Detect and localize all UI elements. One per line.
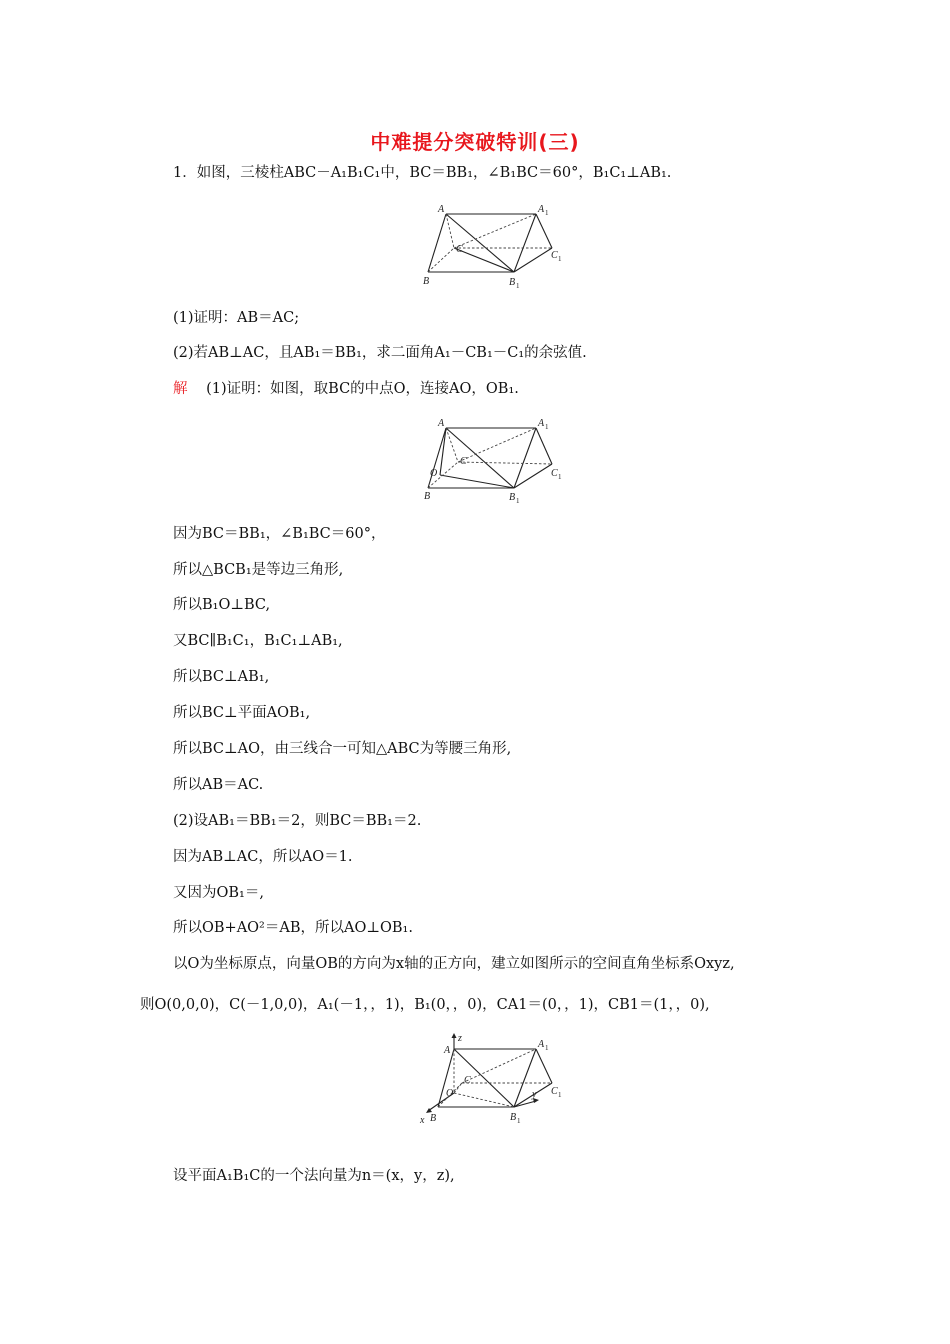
label-sub: 1: [516, 282, 520, 290]
label-B1: B: [509, 277, 516, 288]
label-y: y: [532, 1089, 537, 1100]
label-O: O: [430, 468, 438, 479]
solution-label: 解: [173, 381, 188, 397]
label-C: C: [460, 456, 467, 467]
label-sub: 1: [558, 255, 562, 263]
label-C: C: [464, 1075, 471, 1086]
label-A: A: [438, 418, 445, 429]
proof-line: 又因为OB₁＝,: [173, 885, 264, 901]
figure-prism-2: [418, 414, 568, 510]
label-B1: B: [510, 1112, 517, 1123]
figure-prism-3: [414, 1031, 574, 1131]
label-sub: 1: [545, 1044, 549, 1052]
label-x: x: [420, 1115, 425, 1126]
proof-line: 因为BC＝BB₁，∠B₁BC＝60°，: [173, 526, 386, 542]
label-C1: C: [551, 1086, 558, 1097]
proof-line: 所以BC⊥平面AOB₁,: [173, 705, 311, 721]
proof-line: 所以△BCB₁是等边三角形,: [173, 562, 344, 578]
label-B: B: [430, 1113, 437, 1124]
proof-line: 所以AB＝AC.: [173, 777, 264, 793]
label-C1: C: [551, 468, 558, 479]
label-z: z: [458, 1033, 462, 1044]
solution-part-1-intro: (1)证明：如图，取BC的中点O，连接AO，OB₁.: [206, 381, 519, 397]
label-O: O: [446, 1088, 454, 1099]
label-sub: 1: [558, 1091, 562, 1099]
figure-prism-1: [418, 198, 568, 294]
label-A: A: [438, 204, 445, 215]
label-A1: A: [538, 418, 545, 429]
normal-vector-line: 设平面A₁B₁C的一个法向量为n＝(x，y，z),: [173, 1168, 455, 1184]
proof-line: 所以BC⊥AB₁,: [173, 669, 270, 685]
proof-line: (2)设AB₁＝BB₁＝2，则BC＝BB₁＝2.: [173, 813, 422, 829]
label-A1: A: [538, 1039, 545, 1050]
problem-statement: 1．如图，三棱柱ABC－A₁B₁C₁中，BC＝BB₁，∠B₁BC＝60°，B₁C₁⊥AB₁.: [173, 165, 672, 181]
label-A: A: [444, 1045, 451, 1056]
coordinates-line: 则O(0,0,0)，C(－1,0,0)，A₁(－1，，1)，B₁(0，，0)，CA1＝(0，，1)，CB1＝(1，，0),: [140, 997, 710, 1013]
label-sub: 1: [558, 473, 562, 481]
part-1-question: (1)证明：AB＝AC;: [173, 310, 300, 326]
label-C: C: [456, 244, 463, 255]
label-C1: C: [551, 250, 558, 261]
solution-line: [173, 379, 519, 399]
proof-line: 又BC∥B₁C₁，B₁C₁⊥AB₁,: [173, 633, 343, 649]
proof-line: 所以B₁O⊥BC,: [173, 597, 271, 613]
label-sub: 1: [545, 209, 549, 217]
label-B: B: [424, 491, 431, 502]
page-title: 中难提分突破特训(三): [370, 130, 580, 154]
label-B: B: [423, 276, 430, 287]
label-sub: 1: [545, 423, 549, 431]
label-A1: A: [538, 204, 545, 215]
label-sub: 1: [516, 497, 520, 505]
proof-line: 所以OB+AO²＝AB，所以AO⊥OB₁.: [173, 920, 413, 936]
proof-line: 因为AB⊥AC，所以AO＝1.: [173, 849, 353, 865]
part-2-question: (2)若AB⊥AC，且AB₁＝BB₁，求二面角A₁－CB₁－C₁的余弦值.: [173, 345, 587, 361]
proof-line: 所以BC⊥AO，由三线合一可知△ABC为等腰三角形,: [173, 741, 512, 757]
proof-line: 以O为坐标原点，向量OB的方向为x轴的正方向，建立如图所示的空间直角坐标系Oxyz,: [173, 956, 735, 972]
label-B1: B: [509, 492, 516, 503]
label-sub: 1: [517, 1117, 521, 1125]
